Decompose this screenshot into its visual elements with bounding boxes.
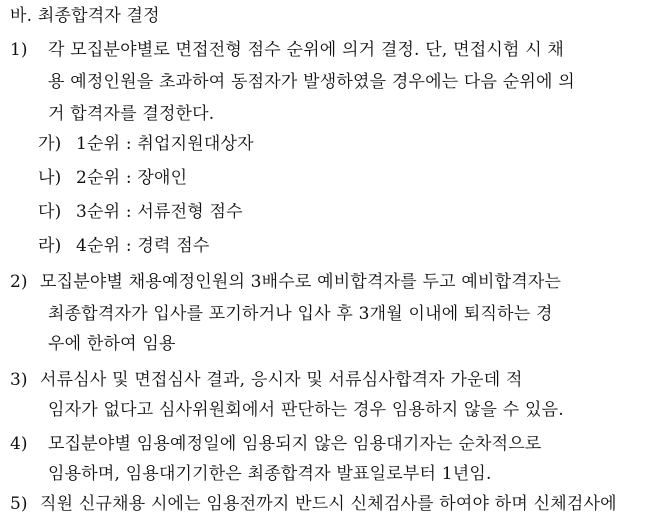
section-heading: 바. 최종합격자 결정 xyxy=(10,6,160,26)
item-4-line-1: 모집분야별 임용예정일에 임용되지 않은 임용대기자는 순차적으로 xyxy=(48,434,542,454)
item-1-number: 1) xyxy=(10,40,28,60)
item-2-number: 2) xyxy=(10,272,28,292)
subitem-label: 가) xyxy=(38,134,62,154)
item-4-line-2: 임용하며, 임용대기기한은 최종합격자 발표일로부터 1년임. xyxy=(48,464,492,484)
item-2-line-3: 우에 한하여 임용 xyxy=(48,334,176,354)
item-1-line-3: 거 합격자를 결정한다. xyxy=(48,104,215,124)
item-2-line-2: 최종합격자가 입사를 포기하거나 입사 후 3개월 이내에 퇴직하는 경 xyxy=(48,304,553,324)
item-1-line-1: 각 모집분야별로 면접전형 점수 순위에 의거 결정. 단, 면접시험 시 채 xyxy=(48,40,565,60)
subitem-label: 라) xyxy=(38,236,62,256)
subitem-text: 4순위 : 경력 점수 xyxy=(76,236,210,256)
item-5-line-1: 직원 신규채용 시에는 임용전까지 반드시 신체검사를 하여야 하며 신체검사에 xyxy=(40,494,617,514)
item-2-line-1: 모집분야별 채용예정인원의 3배수로 예비합격자를 두고 예비합격자는 xyxy=(40,272,562,292)
item-5-number: 5) xyxy=(10,494,28,514)
item-3-line-1: 서류심사 및 면접심사 결과, 응시자 및 서류심사합격자 가운데 적 xyxy=(40,370,523,390)
item-3-number: 3) xyxy=(10,370,28,390)
item-1-line-2: 용 예정인원을 초과하여 동점자가 발생하였을 경우에는 다음 순위에 의 xyxy=(48,72,575,92)
subitem-text: 1순위 : 취업지원대상자 xyxy=(76,134,254,154)
subitem-label: 나) xyxy=(38,168,62,188)
subitem-text: 3순위 : 서류전형 점수 xyxy=(76,202,243,222)
item-3-line-2: 임자가 없다고 심사위원회에서 판단하는 경우 임용하지 않을 수 있음. xyxy=(48,400,564,420)
item-4-number: 4) xyxy=(10,434,28,454)
subitem-label: 다) xyxy=(38,202,62,222)
subitem-text: 2순위 : 장애인 xyxy=(76,168,188,188)
